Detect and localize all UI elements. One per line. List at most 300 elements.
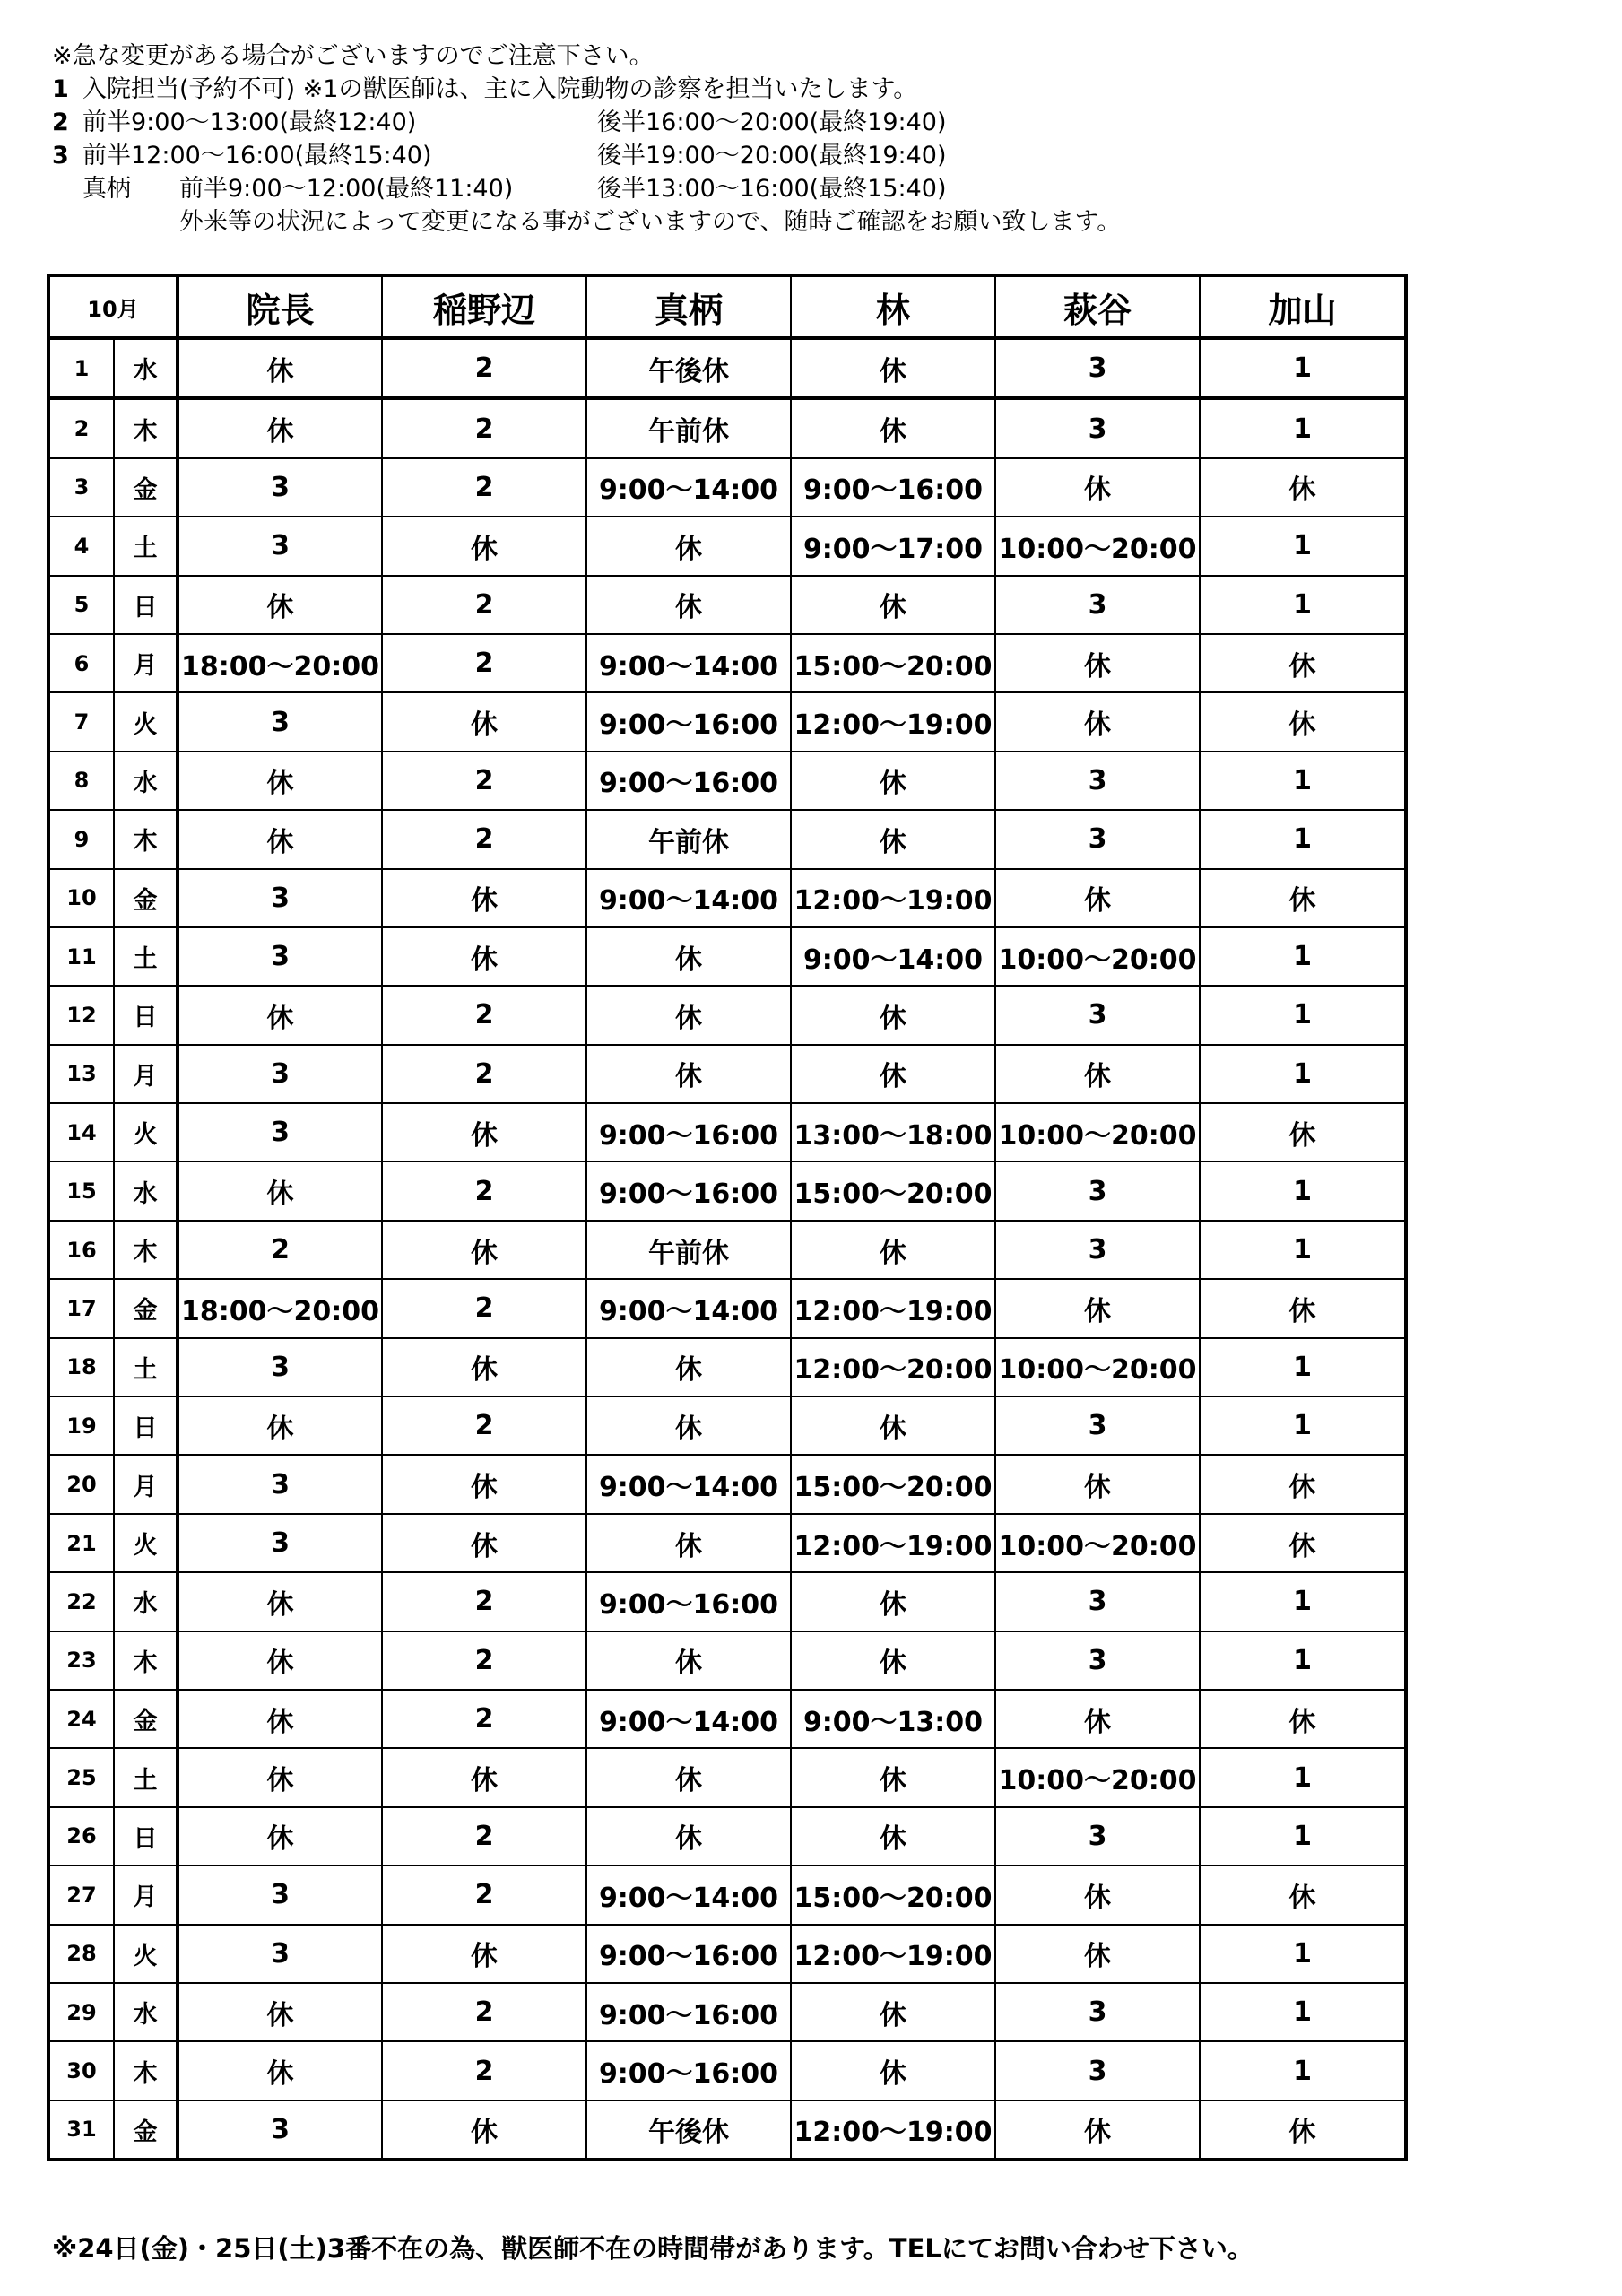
- weekday: 月: [114, 634, 178, 692]
- day-number: 8: [48, 752, 114, 810]
- note-number: 3: [52, 142, 69, 170]
- schedule-cell: 3: [995, 398, 1200, 457]
- schedule-cell: 9:00～16:00: [791, 458, 995, 517]
- day-number: 16: [48, 1221, 114, 1279]
- table-row: [48, 927, 1406, 986]
- doctor-header: 真柄: [586, 275, 791, 338]
- table-row: [48, 398, 1406, 457]
- schedule-cell: 休: [178, 1572, 382, 1631]
- schedule-cell: 3: [178, 1045, 382, 1103]
- schedule-cell: 休: [1200, 869, 1406, 927]
- schedule-table: [47, 274, 1408, 2161]
- schedule-cell: 休: [1200, 1279, 1406, 1337]
- day-number: 15: [48, 1161, 114, 1220]
- schedule-cell: 休: [178, 1396, 382, 1455]
- schedule-cell: 3: [995, 1396, 1200, 1455]
- schedule-cell: 9:00～16:00: [586, 1925, 791, 1983]
- weekday: 土: [114, 517, 178, 575]
- doctor-header: 萩谷: [995, 275, 1200, 338]
- weekday: 土: [114, 927, 178, 986]
- schedule-cell: 休: [178, 1748, 382, 1806]
- schedule-cell: 9:00～14:00: [586, 634, 791, 692]
- schedule-cell: 2: [382, 338, 586, 398]
- note-line-6: [52, 205, 1576, 239]
- schedule-cell: 休: [178, 752, 382, 810]
- schedule-cell: 10:00～20:00: [995, 517, 1200, 575]
- table-row: [48, 1396, 1406, 1455]
- schedule-cell: 休: [178, 810, 382, 868]
- note-line-2: [52, 73, 1576, 106]
- schedule-cell: 9:00～16:00: [586, 2041, 791, 2100]
- weekday: 木: [114, 1221, 178, 1279]
- day-number: 12: [48, 986, 114, 1044]
- month-header: 10月: [48, 275, 178, 338]
- table-row: [48, 1748, 1406, 1806]
- schedule-cell: 2: [382, 576, 586, 634]
- note-line-4: [52, 139, 1576, 172]
- schedule-cell: 3: [995, 1631, 1200, 1690]
- schedule-cell: 休: [1200, 1690, 1406, 1748]
- weekday: 金: [114, 1690, 178, 1748]
- schedule-cell: 3: [178, 1925, 382, 1983]
- note-shift-first-half: 前半9:00～13:00(最終12:40): [82, 109, 417, 136]
- schedule-cell: 1: [1200, 338, 1406, 398]
- schedule-cell: 9:00～16:00: [586, 1572, 791, 1631]
- weekday: 木: [114, 2041, 178, 2100]
- schedule-cell: 2: [382, 1279, 586, 1337]
- day-number: 23: [48, 1631, 114, 1690]
- schedule-cell: 1: [1200, 752, 1406, 810]
- schedule-cell: 休: [586, 1748, 791, 1806]
- weekday: 火: [114, 1925, 178, 1983]
- schedule-cell: 3: [995, 1807, 1200, 1866]
- schedule-cell: 1: [1200, 1161, 1406, 1220]
- day-number: 7: [48, 692, 114, 751]
- schedule-cell: 休: [995, 1925, 1200, 1983]
- schedule-cell: 休: [1200, 1455, 1406, 1513]
- note-shift-first-half: 前半12:00～16:00(最終15:40): [82, 142, 432, 170]
- schedule-cell: 休: [791, 338, 995, 398]
- schedule-cell: 休: [382, 1338, 586, 1396]
- table-row: [48, 1045, 1406, 1103]
- schedule-cell: 休: [791, 1631, 995, 1690]
- schedule-cell: 1: [1200, 1045, 1406, 1103]
- weekday: 月: [114, 1045, 178, 1103]
- schedule-cell: 12:00～20:00: [791, 1338, 995, 1396]
- day-number: 11: [48, 927, 114, 986]
- table-header-row: [48, 275, 1406, 338]
- doctor-header: 院長: [178, 275, 382, 338]
- schedule-cell: 18:00～20:00: [178, 1279, 382, 1337]
- table-row: [48, 1807, 1406, 1866]
- schedule-cell: 10:00～20:00: [995, 1514, 1200, 1572]
- schedule-cell: 9:00～16:00: [586, 752, 791, 810]
- schedule-cell: 休: [178, 1161, 382, 1220]
- schedule-cell: 9:00～16:00: [586, 1103, 791, 1161]
- schedule-cell: 休: [1200, 1103, 1406, 1161]
- day-number: 5: [48, 576, 114, 634]
- schedule-cell: 9:00～16:00: [586, 1161, 791, 1220]
- weekday: 月: [114, 1866, 178, 1924]
- schedule-cell: 1: [1200, 810, 1406, 868]
- table-row: [48, 1455, 1406, 1513]
- table-row: [48, 752, 1406, 810]
- schedule-cell: 1: [1200, 2041, 1406, 2100]
- schedule-cell: 休: [178, 338, 382, 398]
- doctor-header: 稲野辺: [382, 275, 586, 338]
- schedule-cell: 1: [1200, 927, 1406, 986]
- table-row: [48, 1631, 1406, 1690]
- weekday: 水: [114, 1161, 178, 1220]
- schedule-cell: 15:00～20:00: [791, 1866, 995, 1924]
- schedule-cell: 休: [382, 1103, 586, 1161]
- schedule-cell: 休: [382, 1221, 586, 1279]
- schedule-cell: 1: [1200, 1396, 1406, 1455]
- table-row: [48, 2041, 1406, 2100]
- schedule-cell: 3: [178, 458, 382, 517]
- schedule-cell: 12:00～19:00: [791, 692, 995, 751]
- day-number: 28: [48, 1925, 114, 1983]
- schedule-cell: 休: [586, 517, 791, 575]
- schedule-cell: 休: [791, 398, 995, 457]
- schedule-cell: 休: [791, 576, 995, 634]
- table-row: [48, 576, 1406, 634]
- day-number: 13: [48, 1045, 114, 1103]
- schedule-cell: 休: [178, 1631, 382, 1690]
- day-number: 19: [48, 1396, 114, 1455]
- note-shift-first-half: 前半9:00～12:00(最終11:40): [179, 175, 514, 203]
- schedule-cell: 午前休: [586, 398, 791, 457]
- day-number: 26: [48, 1807, 114, 1866]
- schedule-cell: 3: [995, 338, 1200, 398]
- table-row: [48, 1161, 1406, 1220]
- table-row: [48, 986, 1406, 1044]
- day-number: 1: [48, 338, 114, 398]
- schedule-cell: 9:00～14:00: [586, 1866, 791, 1924]
- schedule-cell: 1: [1200, 1925, 1406, 1983]
- schedule-cell: 休: [791, 1396, 995, 1455]
- schedule-cell: 3: [178, 1514, 382, 1572]
- schedule-cell: 午前休: [586, 810, 791, 868]
- schedule-cell: 休: [382, 1925, 586, 1983]
- schedule-cell: 午前休: [586, 1221, 791, 1279]
- day-number: 20: [48, 1455, 114, 1513]
- schedule-cell: 休: [1200, 692, 1406, 751]
- day-number: 27: [48, 1866, 114, 1924]
- schedule-cell: 10:00～20:00: [995, 927, 1200, 986]
- schedule-cell: 3: [995, 986, 1200, 1044]
- weekday: 水: [114, 752, 178, 810]
- table-row: [48, 810, 1406, 868]
- day-number: 17: [48, 1279, 114, 1337]
- day-number: 4: [48, 517, 114, 575]
- table-row: [48, 2100, 1406, 2160]
- schedule-cell: 休: [178, 1807, 382, 1866]
- schedule-cell: 休: [586, 576, 791, 634]
- note-line-5: [52, 172, 1576, 205]
- note-number: 1: [52, 75, 69, 103]
- schedule-cell: 3: [995, 1983, 1200, 2041]
- weekday: 木: [114, 810, 178, 868]
- schedule-cell: 休: [178, 986, 382, 1044]
- schedule-cell: 18:00～20:00: [178, 634, 382, 692]
- schedule-cell: 休: [586, 986, 791, 1044]
- schedule-cell: 休: [382, 2100, 586, 2160]
- schedule-cell: 休: [995, 634, 1200, 692]
- table-row: [48, 1514, 1406, 1572]
- schedule-cell: 1: [1200, 1221, 1406, 1279]
- doctor-header: 加山: [1200, 275, 1406, 338]
- weekday: 火: [114, 1514, 178, 1572]
- schedule-cell: 休: [995, 692, 1200, 751]
- schedule-cell: 9:00～13:00: [791, 1690, 995, 1748]
- schedule-cell: 1: [1200, 1338, 1406, 1396]
- schedule-cell: 休: [382, 1748, 586, 1806]
- weekday: 木: [114, 398, 178, 457]
- schedule-cell: 休: [995, 1045, 1200, 1103]
- schedule-cell: 2: [382, 1866, 586, 1924]
- note-check-changes: 外来等の状況によって変更になる事がございますので、随時ご確認をお願い致します。: [179, 208, 1122, 236]
- weekday: 水: [114, 1572, 178, 1631]
- schedule-cell: 休: [995, 1690, 1200, 1748]
- table-row: [48, 634, 1406, 692]
- weekday: 火: [114, 692, 178, 751]
- schedule-cell: 3: [178, 1338, 382, 1396]
- schedule-cell: 2: [382, 2041, 586, 2100]
- note-shift-second-half: 後半19:00～20:00(最終19:40): [597, 142, 947, 170]
- schedule-cell: 3: [178, 517, 382, 575]
- table-row: [48, 458, 1406, 517]
- schedule-cell: 12:00～19:00: [791, 869, 995, 927]
- schedule-cell: 3: [178, 1103, 382, 1161]
- schedule-cell: 休: [791, 1045, 995, 1103]
- schedule-cell: 1: [1200, 1572, 1406, 1631]
- schedule-cell: 1: [1200, 398, 1406, 457]
- doctor-header: 林: [791, 275, 995, 338]
- schedule-cell: 休: [382, 517, 586, 575]
- schedule-cell: 3: [178, 1455, 382, 1513]
- weekday: 水: [114, 1983, 178, 2041]
- schedule-cell: 3: [995, 1221, 1200, 1279]
- day-number: 10: [48, 869, 114, 927]
- schedule-cell: 12:00～19:00: [791, 1514, 995, 1572]
- day-number: 9: [48, 810, 114, 868]
- note-shift-second-half: 後半16:00～20:00(最終19:40): [597, 109, 947, 136]
- note-line-3: [52, 106, 1576, 139]
- schedule-cell: 午後休: [586, 338, 791, 398]
- schedule-cell: 3: [178, 1866, 382, 1924]
- table-row: [48, 869, 1406, 927]
- table-row: [48, 1221, 1406, 1279]
- weekday: 日: [114, 1396, 178, 1455]
- day-number: 14: [48, 1103, 114, 1161]
- schedule-cell: 9:00～16:00: [586, 1983, 791, 2041]
- table-row: [48, 1925, 1406, 1983]
- schedule-body: [48, 338, 1406, 2160]
- day-number: 31: [48, 2100, 114, 2160]
- note-sudden-change: ※急な変更がある場合がございますのでご注意下さい。: [52, 42, 654, 70]
- schedule-cell: 休: [382, 1455, 586, 1513]
- schedule-cell: 2: [382, 1807, 586, 1866]
- schedule-cell: 休: [791, 810, 995, 868]
- table-row: [48, 1866, 1406, 1924]
- weekday: 日: [114, 1807, 178, 1866]
- schedule-cell: 9:00～16:00: [586, 692, 791, 751]
- schedule-cell: 休: [586, 927, 791, 986]
- schedule-cell: 休: [995, 1866, 1200, 1924]
- schedule-cell: 休: [586, 1807, 791, 1866]
- schedule-cell: 3: [995, 1161, 1200, 1220]
- schedule-cell: 休: [1200, 634, 1406, 692]
- schedule-cell: 休: [791, 986, 995, 1044]
- schedule-cell: 休: [586, 1396, 791, 1455]
- schedule-notes: [52, 39, 1576, 239]
- schedule-cell: 2: [382, 986, 586, 1044]
- schedule-cell: 3: [995, 576, 1200, 634]
- weekday: 日: [114, 986, 178, 1044]
- schedule-cell: 3: [995, 752, 1200, 810]
- table-row: [48, 517, 1406, 575]
- table-row: [48, 1572, 1406, 1631]
- weekday: 木: [114, 1631, 178, 1690]
- schedule-cell: 休: [995, 1455, 1200, 1513]
- schedule-cell: 12:00～19:00: [791, 1925, 995, 1983]
- schedule-cell: 休: [586, 1045, 791, 1103]
- schedule-cell: 13:00～18:00: [791, 1103, 995, 1161]
- table-row: [48, 338, 1406, 398]
- day-number: 25: [48, 1748, 114, 1806]
- note-line-1: [52, 39, 1576, 73]
- day-number: 30: [48, 2041, 114, 2100]
- schedule-cell: 15:00～20:00: [791, 634, 995, 692]
- schedule-cell: 2: [382, 1690, 586, 1748]
- schedule-cell: 2: [382, 1572, 586, 1631]
- schedule-cell: 9:00～14:00: [586, 1455, 791, 1513]
- schedule-cell: 1: [1200, 1748, 1406, 1806]
- schedule-cell: 2: [382, 398, 586, 457]
- day-number: 3: [48, 458, 114, 517]
- schedule-cell: 午後休: [586, 2100, 791, 2160]
- schedule-cell: 2: [178, 1221, 382, 1279]
- schedule-cell: 12:00～19:00: [791, 2100, 995, 2160]
- schedule-cell: 12:00～19:00: [791, 1279, 995, 1337]
- footer-note: ※24日(金)・25日(土)3番不在の為、獣医師不在の時間帯があります。TELにてお問い合わせ下さい。: [52, 2233, 1253, 2264]
- schedule-cell: 休: [178, 1983, 382, 2041]
- schedule-cell: 休: [586, 1514, 791, 1572]
- note-doctor-name: 真柄: [82, 175, 131, 203]
- schedule-cell: 2: [382, 458, 586, 517]
- schedule-cell: 3: [995, 2041, 1200, 2100]
- schedule-cell: 休: [791, 2041, 995, 2100]
- schedule-cell: 1: [1200, 1983, 1406, 2041]
- schedule-cell: 休: [995, 2100, 1200, 2160]
- schedule-cell: 2: [382, 1045, 586, 1103]
- schedule-cell: 休: [995, 458, 1200, 517]
- weekday: 金: [114, 458, 178, 517]
- schedule-cell: 休: [791, 752, 995, 810]
- day-number: 24: [48, 1690, 114, 1748]
- schedule-cell: 2: [382, 1631, 586, 1690]
- schedule-cell: 9:00～17:00: [791, 517, 995, 575]
- schedule-cell: 休: [178, 576, 382, 634]
- schedule-cell: 15:00～20:00: [791, 1455, 995, 1513]
- schedule-cell: 3: [995, 1572, 1200, 1631]
- schedule-cell: 休: [382, 927, 586, 986]
- schedule-cell: 休: [586, 1631, 791, 1690]
- table-row: [48, 1279, 1406, 1337]
- schedule-cell: 休: [178, 398, 382, 457]
- day-number: 18: [48, 1338, 114, 1396]
- schedule-cell: 休: [382, 869, 586, 927]
- schedule-cell: 休: [382, 692, 586, 751]
- schedule-cell: 3: [178, 2100, 382, 2160]
- schedule-cell: 9:00～14:00: [586, 1279, 791, 1337]
- schedule-cell: 3: [178, 869, 382, 927]
- weekday: 金: [114, 2100, 178, 2160]
- schedule-cell: 休: [178, 2041, 382, 2100]
- schedule-cell: 3: [995, 810, 1200, 868]
- weekday: 金: [114, 869, 178, 927]
- schedule-cell: 休: [791, 1572, 995, 1631]
- weekday: 土: [114, 1338, 178, 1396]
- schedule-cell: 9:00～14:00: [586, 458, 791, 517]
- schedule-cell: 休: [995, 1279, 1200, 1337]
- schedule-cell: 休: [1200, 1866, 1406, 1924]
- schedule-cell: 9:00～14:00: [586, 869, 791, 927]
- schedule-cell: 2: [382, 634, 586, 692]
- schedule-cell: 休: [791, 1983, 995, 2041]
- schedule-cell: 3: [178, 927, 382, 986]
- schedule-cell: 休: [995, 869, 1200, 927]
- schedule-cell: 休: [1200, 458, 1406, 517]
- schedule-cell: 休: [382, 1514, 586, 1572]
- schedule-cell: 2: [382, 810, 586, 868]
- schedule-cell: 休: [791, 1748, 995, 1806]
- schedule-cell: 3: [178, 692, 382, 751]
- schedule-cell: 1: [1200, 517, 1406, 575]
- day-number: 21: [48, 1514, 114, 1572]
- weekday: 金: [114, 1279, 178, 1337]
- schedule-cell: 2: [382, 1396, 586, 1455]
- schedule-cell: 休: [791, 1221, 995, 1279]
- schedule-cell: 2: [382, 752, 586, 810]
- schedule-cell: 休: [1200, 2100, 1406, 2160]
- note-number: 2: [52, 109, 69, 136]
- schedule-cell: 2: [382, 1161, 586, 1220]
- weekday: 土: [114, 1748, 178, 1806]
- table-row: [48, 1983, 1406, 2041]
- schedule-cell: 1: [1200, 576, 1406, 634]
- schedule-cell: 10:00～20:00: [995, 1748, 1200, 1806]
- schedule-cell: 10:00～20:00: [995, 1338, 1200, 1396]
- weekday: 火: [114, 1103, 178, 1161]
- schedule-cell: 休: [1200, 1514, 1406, 1572]
- table-row: [48, 1338, 1406, 1396]
- note-inpatient: 入院担当(予約不可) ※1の獣医師は、主に入院動物の診察を担当いたします。: [82, 75, 918, 103]
- schedule-cell: 休: [586, 1338, 791, 1396]
- schedule-cell: 1: [1200, 1631, 1406, 1690]
- schedule-cell: 2: [382, 1983, 586, 2041]
- table-row: [48, 692, 1406, 751]
- schedule-cell: 15:00～20:00: [791, 1161, 995, 1220]
- table-row: [48, 1690, 1406, 1748]
- day-number: 29: [48, 1983, 114, 2041]
- weekday: 月: [114, 1455, 178, 1513]
- schedule-cell: 1: [1200, 986, 1406, 1044]
- schedule-cell: 9:00～14:00: [791, 927, 995, 986]
- weekday: 水: [114, 338, 178, 398]
- table-row: [48, 1103, 1406, 1161]
